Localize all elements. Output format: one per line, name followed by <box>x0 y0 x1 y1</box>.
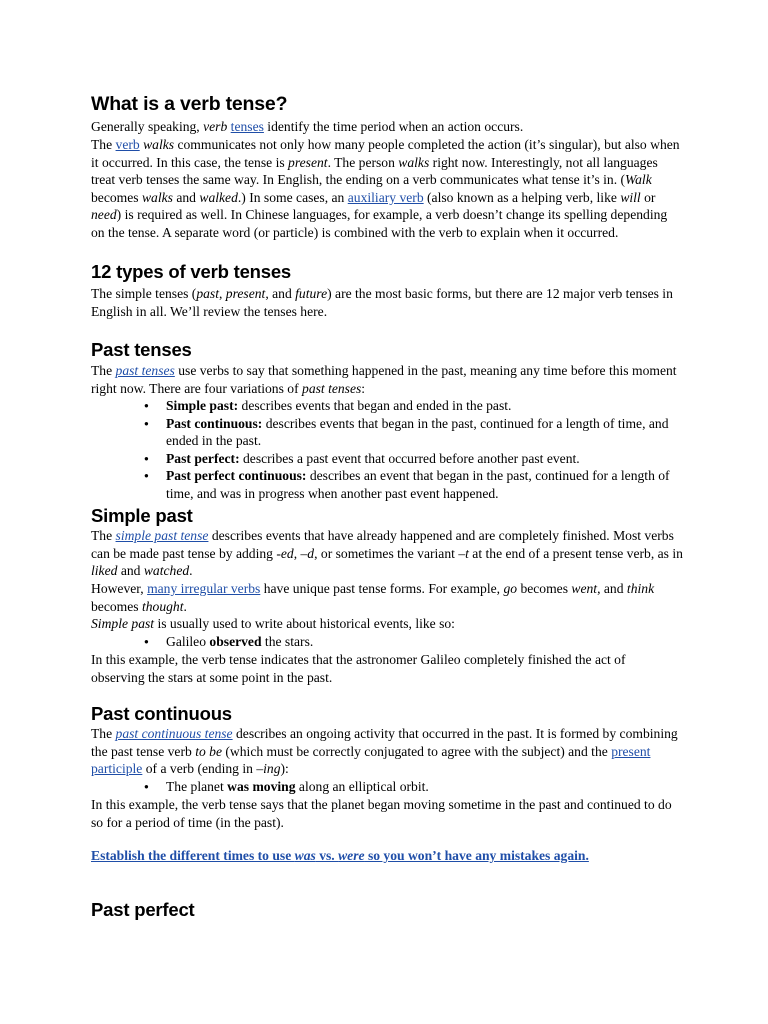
past-continuous-paragraph-2: In this example, the verb tense says that the planet began moving sometime in the past and continued to do so for a period of time (in the past). <box>91 797 672 830</box>
was-vs-were-paragraph <box>91 847 589 865</box>
text: to be <box>195 743 222 759</box>
text: present <box>288 154 328 170</box>
link-verb[interactable]: verb <box>115 137 140 152</box>
link-auxiliary-verb[interactable]: auxiliary verb <box>347 189 424 205</box>
list-item <box>166 397 684 415</box>
text: However, <box>91 581 148 596</box>
text: Simple past <box>91 616 155 631</box>
text: present <box>225 286 266 301</box>
text: think <box>626 581 655 596</box>
term: Past continuous: <box>166 415 263 431</box>
text: describes events that began and ended in the past. <box>238 398 512 413</box>
term: Past perfect continuous: <box>166 468 307 484</box>
text: and <box>172 189 200 205</box>
text: describes an ongoing activity that occurred in the past. It is formed by combining the past tense verb <box>91 726 678 759</box>
text: walks <box>398 154 430 170</box>
link-text: simple past tense <box>115 528 209 543</box>
list-item <box>166 467 684 502</box>
list-item <box>166 633 684 651</box>
text: at the end of a present tense verb, as in <box>468 545 683 561</box>
text: The <box>91 528 116 543</box>
link-many-irregular-verbs[interactable]: many irregular verbs <box>147 581 261 596</box>
text: Walk <box>625 172 652 188</box>
text: was moving <box>227 779 296 794</box>
text: The <box>91 726 116 741</box>
text: observed <box>209 634 262 649</box>
text: , and <box>265 286 296 301</box>
text: walks <box>141 189 173 205</box>
simple-past-paragraph-2 <box>91 580 681 615</box>
text: becomes <box>91 189 142 205</box>
text: describes events that began in the past, continued for a length of time, and ended in the past. <box>166 415 669 449</box>
text: Establish the different times to use <box>91 848 295 863</box>
text: the stars. <box>261 634 314 649</box>
text: future <box>295 286 328 301</box>
text: (also known as a helping verb, like <box>423 189 621 205</box>
text: and <box>117 563 144 579</box>
text: , <box>293 545 301 561</box>
text: so you won’t have any mistakes again. <box>364 848 589 863</box>
text: thought <box>141 598 184 614</box>
text: ) are the most basic forms, but there are 12 major verb tenses in English in all. We’ll review the tenses here. <box>91 286 673 319</box>
text: The planet <box>166 779 228 794</box>
text: watched <box>143 563 190 579</box>
text: . <box>189 563 193 579</box>
text: use verbs to say that something happened in the past, meaning any time before this moment right now. There are four variations of <box>91 363 677 396</box>
text: of a verb (ending in <box>142 761 257 777</box>
text: , <box>219 286 226 301</box>
text: The <box>91 363 116 378</box>
text: along an elliptical orbit. <box>295 779 429 794</box>
text: need <box>91 207 117 223</box>
term: Past perfect: <box>166 450 240 466</box>
text: was <box>294 848 316 863</box>
link-present-participle[interactable]: present participle <box>91 743 651 777</box>
text: –ing <box>256 761 281 777</box>
heading-past-perfect: Past perfect <box>91 899 195 920</box>
heading-simple-past: Simple past <box>91 505 193 526</box>
list-item <box>166 450 684 468</box>
link-tenses[interactable]: tenses <box>230 119 264 134</box>
text: describes an event that began in the past, continued for a length of time, and was in progress when another past event happened. <box>166 468 670 501</box>
past-continuous-paragraph-1 <box>91 725 687 778</box>
text: will <box>620 189 641 205</box>
heading-what-is-a-verb-tense: What is a verb tense? <box>91 93 288 115</box>
text: describes a past event that occurred before another past event. <box>239 450 580 466</box>
text: were <box>338 848 365 863</box>
text: ) is required as well. In Chinese languages, for example, a verb doesn’t change its spelling depending on the tense. A separate word (or particle) is combined with the verb to explain when it occurred. <box>91 207 668 240</box>
link-past-tenses[interactable] <box>116 363 175 378</box>
text: (which must be correctly conjugated to agree with the subject) and the <box>222 743 612 759</box>
link-past-continuous-tense[interactable] <box>116 726 233 741</box>
link-text: past continuous tense <box>115 726 233 741</box>
text: communicates not only how many people completed the action (it’s singular), but also when it occurred. In this case, the tense is <box>91 137 680 170</box>
text: Galileo <box>166 634 210 649</box>
text: walked <box>199 189 238 205</box>
intro-paragraph-2 <box>91 136 681 242</box>
list-item <box>166 778 684 796</box>
text: .) In some cases, an <box>237 189 348 205</box>
text: liked <box>91 563 118 579</box>
text: . The person <box>327 154 399 170</box>
text: becomes <box>517 581 572 596</box>
text: -ed <box>276 545 294 561</box>
text: Generally speaking, <box>91 119 204 134</box>
text: : <box>361 380 366 396</box>
text: The <box>91 137 116 152</box>
term: Simple past: <box>166 398 239 413</box>
text: identify the time period when an action occurs. <box>263 119 524 134</box>
text: have unique past tense forms. For example, <box>260 581 504 596</box>
text: vs. <box>315 848 339 863</box>
text: right now. Interestingly, not all languages treat verb tenses the same way. In English, the ending on a verb communicates what tense it’s in. ( <box>91 154 658 188</box>
types-paragraph <box>91 285 681 320</box>
text: past tenses <box>302 380 362 396</box>
heading-past-tenses: Past tenses <box>91 339 192 360</box>
text: is usually used to write about historical events, like so: <box>154 616 455 631</box>
past-continuous-example-list <box>166 778 684 796</box>
past-tenses-paragraph <box>91 362 681 397</box>
text: describes events that have already happened and are completely finished. Most verbs can be made past tense by adding <box>91 528 674 561</box>
simple-past-paragraph-1 <box>91 527 687 580</box>
text: –t <box>458 545 469 561</box>
text: go <box>503 581 518 596</box>
text: verb <box>203 119 228 134</box>
simple-past-paragraph-3 <box>91 615 681 633</box>
text: , or sometimes the variant <box>314 545 459 561</box>
link-text: past tenses <box>115 363 175 378</box>
past-tenses-list <box>166 397 684 503</box>
list-item <box>166 415 684 450</box>
text: ): <box>280 761 289 777</box>
text: walks <box>143 137 175 152</box>
text: becomes <box>91 598 142 614</box>
simple-past-example-list <box>166 633 684 651</box>
intro-paragraph-1 <box>91 118 681 136</box>
text: past <box>196 286 219 301</box>
heading-past-continuous: Past continuous <box>91 703 232 724</box>
text: –d <box>300 545 315 561</box>
heading-12-types: 12 types of verb tenses <box>91 261 292 282</box>
link-simple-past-tense[interactable] <box>116 528 209 543</box>
simple-past-paragraph-4: In this example, the verb tense indicates that the astronomer Galileo completely finished the act of observing the stars at some point in the past. <box>91 652 626 685</box>
text: . <box>183 598 187 614</box>
text: The simple tenses ( <box>91 286 197 301</box>
text: went <box>571 581 598 596</box>
link-was-vs-were[interactable] <box>91 848 589 863</box>
text: or <box>640 189 656 205</box>
text: , and <box>597 581 627 596</box>
